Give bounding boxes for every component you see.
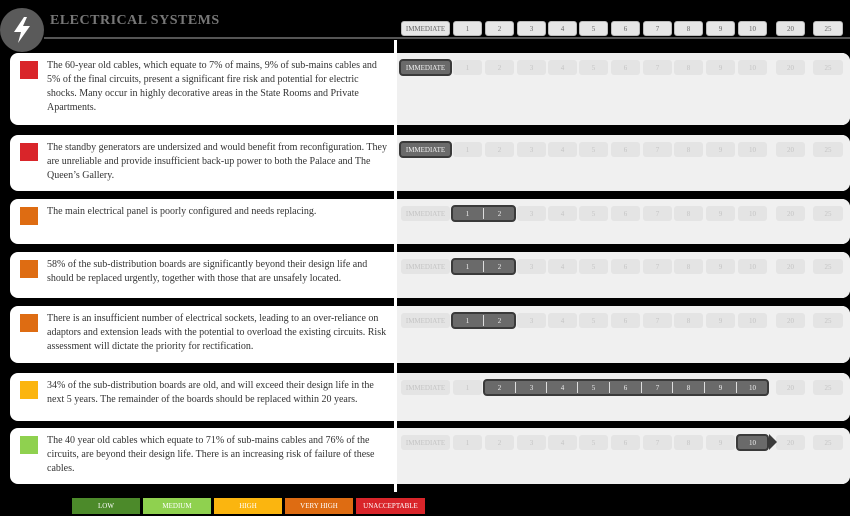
timeline-cell-20: 20 [776, 313, 805, 328]
risk-row [10, 373, 850, 421]
timeline-cell-5: 5 [579, 60, 608, 75]
timeline-band [483, 379, 769, 396]
timeline-cell-25: 25 [813, 259, 843, 274]
timeline-cell-immediate: IMMEDIATE [401, 259, 450, 274]
band-separator [483, 261, 484, 272]
header-year-8: 8 [674, 21, 703, 36]
timeline-cell-5: 5 [579, 259, 608, 274]
timeline-cell-immediate: IMMEDIATE [401, 206, 450, 221]
risk-description: There is an insufficient number of electrical sockets, leading to an over-reliance on adaptors and extension leads with the potential to overload the existing circuits. Risk assessment will dictate the priority for rectification. [47, 313, 387, 352]
timeline-band [451, 205, 516, 222]
timeline-cell-10: 10 [738, 313, 767, 328]
timeline-cell-2: 2 [485, 142, 514, 157]
timeline-cell-25: 25 [813, 435, 843, 450]
risk-row [10, 53, 850, 125]
band-cell-2: 2 [497, 383, 502, 392]
band-separator [483, 208, 484, 219]
band-cell-10: 10 [749, 383, 756, 392]
timeline-cell-4: 4 [548, 142, 577, 157]
timeline-band [399, 141, 452, 158]
timeline-cell-4: 4 [548, 60, 577, 75]
timeline-cell-20: 20 [776, 142, 805, 157]
timeline-cell-3: 3 [517, 206, 546, 221]
risk-level-swatch [20, 260, 38, 278]
timeline-cell-8: 8 [674, 313, 703, 328]
timeline-cell-8: 8 [674, 435, 703, 450]
legend-medium: MEDIUM [143, 498, 211, 514]
timeline-cell-25: 25 [813, 60, 843, 75]
timeline-divider [394, 40, 397, 492]
timeline-cell-9: 9 [706, 313, 735, 328]
timeline-cell-8: 8 [674, 259, 703, 274]
timeline-cell-5: 5 [579, 206, 608, 221]
timeline-cell-20: 20 [776, 380, 805, 395]
timeline-cell-9: 9 [706, 142, 735, 157]
band-separator [577, 382, 578, 393]
timeline-cell-20: 20 [776, 435, 805, 450]
timeline-cell-8: 8 [674, 60, 703, 75]
header-year-3: 3 [517, 21, 546, 36]
band-cell-1: 1 [465, 209, 470, 218]
timeline-band [736, 434, 769, 451]
risk-row [10, 252, 850, 298]
timeline-band [451, 258, 516, 275]
header-year-4: 4 [548, 21, 577, 36]
timeline-cell-25: 25 [813, 206, 843, 221]
timeline-cell-6: 6 [611, 435, 640, 450]
timeline-band [451, 312, 516, 329]
risk-description: 58% of the sub-distribution boards are significantly beyond their design life and should be replaced urgently, together with those that are unsafely located. [47, 259, 368, 284]
timeline-cell-3: 3 [517, 313, 546, 328]
risk-row [10, 306, 850, 363]
band-cell-immediate: IMMEDIATE [405, 145, 446, 154]
timeline-cell-6: 6 [611, 142, 640, 157]
header-year-1: 1 [453, 21, 482, 36]
legend-high: HIGH [214, 498, 282, 514]
risk-row [10, 428, 850, 484]
timeline-cell-25: 25 [813, 142, 843, 157]
band-cell-2: 2 [497, 316, 502, 325]
band-cell-3: 3 [529, 383, 534, 392]
band-cell-immediate: IMMEDIATE [405, 63, 446, 72]
timeline-cell-10: 10 [738, 142, 767, 157]
band-separator [672, 382, 673, 393]
risk-row [10, 135, 850, 191]
timeline-cell-4: 4 [548, 313, 577, 328]
band-cell-7: 7 [655, 383, 660, 392]
band-separator [546, 382, 547, 393]
timeline-band [399, 59, 452, 76]
band-cell-9: 9 [718, 383, 723, 392]
timeline-cell-2: 2 [485, 435, 514, 450]
header-year-25: 25 [813, 21, 843, 36]
band-separator [736, 382, 737, 393]
timeline-cell-2: 2 [485, 60, 514, 75]
band-separator [515, 382, 516, 393]
risk-level-swatch [20, 207, 38, 225]
legend-unacceptable: UNACCEPTABLE [356, 498, 425, 514]
band-cell-2: 2 [497, 209, 502, 218]
band-cell-4: 4 [560, 383, 565, 392]
timeline-cell-7: 7 [643, 60, 672, 75]
band-cell-1: 1 [465, 316, 470, 325]
legend-low: LOW [72, 498, 140, 514]
risk-level-swatch [20, 314, 38, 332]
timeline-cell-8: 8 [674, 142, 703, 157]
risk-level-swatch [20, 143, 38, 161]
timeline-cell-immediate: IMMEDIATE [401, 313, 450, 328]
risk-level-swatch [20, 381, 38, 399]
timeline-cell-5: 5 [579, 142, 608, 157]
timeline-cell-20: 20 [776, 259, 805, 274]
timeline-cell-immediate: IMMEDIATE [401, 435, 450, 450]
timeline-cell-10: 10 [738, 60, 767, 75]
timeline-cell-3: 3 [517, 435, 546, 450]
timeline-cell-10: 10 [738, 259, 767, 274]
risk-description: The 40 year old cables which equate to 71% of sub-mains cables and 76% of the circuits, are beyond their design life. There is an increasing risk of failure of these cables. [47, 435, 375, 474]
risk-description: The standby generators are undersized and would benefit from reconfiguration. They are unreliable and provide insufficient back-up power to both the Palace and The Queen’s Gallery. [47, 142, 387, 181]
timeline-cell-1: 1 [453, 60, 482, 75]
page-title: ELECTRICAL SYSTEMS [50, 13, 220, 28]
timeline-cell-9: 9 [706, 206, 735, 221]
timeline-cell-20: 20 [776, 206, 805, 221]
timeline-cell-7: 7 [643, 313, 672, 328]
timeline-cell-9: 9 [706, 259, 735, 274]
band-cell-8: 8 [686, 383, 691, 392]
timeline-cell-9: 9 [706, 435, 735, 450]
header-year-9: 9 [706, 21, 735, 36]
timeline-cell-6: 6 [611, 206, 640, 221]
header-year-20: 20 [776, 21, 805, 36]
band-cell-2: 2 [497, 262, 502, 271]
timeline-cell-5: 5 [579, 313, 608, 328]
timeline-cell-4: 4 [548, 206, 577, 221]
band-cell-10: 10 [749, 438, 756, 447]
risk-description: 34% of the sub-distribution boards are old, and will exceed their design life in the next 5 years. The remainder of the boards should be replaced within 20 years. [47, 380, 374, 405]
band-separator [641, 382, 642, 393]
timeline-cell-immediate: IMMEDIATE [401, 380, 450, 395]
timeline-cell-7: 7 [643, 435, 672, 450]
timeline-cell-6: 6 [611, 259, 640, 274]
band-cell-5: 5 [591, 383, 596, 392]
timeline-cell-3: 3 [517, 259, 546, 274]
band-cell-1: 1 [465, 262, 470, 271]
timeline-cell-7: 7 [643, 206, 672, 221]
band-arrow-icon [769, 434, 777, 450]
band-separator [483, 315, 484, 326]
timeline-cell-5: 5 [579, 435, 608, 450]
legend-very-high: VERY HIGH [285, 498, 353, 514]
timeline-cell-8: 8 [674, 206, 703, 221]
header-year-2: 2 [485, 21, 514, 36]
lightning-bolt-icon [0, 8, 44, 52]
timeline-cell-25: 25 [813, 313, 843, 328]
header-year-5: 5 [579, 21, 608, 36]
header-divider [44, 37, 850, 39]
band-separator [704, 382, 705, 393]
timeline-cell-25: 25 [813, 380, 843, 395]
timeline-cell-6: 6 [611, 313, 640, 328]
header [0, 0, 850, 46]
timeline-cell-20: 20 [776, 60, 805, 75]
timeline-cell-1: 1 [453, 380, 482, 395]
timeline-cell-10: 10 [738, 206, 767, 221]
timeline-cell-7: 7 [643, 142, 672, 157]
timeline-cell-9: 9 [706, 60, 735, 75]
timeline-cell-6: 6 [611, 60, 640, 75]
header-year-6: 6 [611, 21, 640, 36]
timeline-cell-4: 4 [548, 435, 577, 450]
timeline-cell-4: 4 [548, 259, 577, 274]
header-year-7: 7 [643, 21, 672, 36]
band-cell-6: 6 [623, 383, 628, 392]
timeline-cell-3: 3 [517, 60, 546, 75]
header-year-10: 10 [738, 21, 767, 36]
risk-level-swatch [20, 61, 38, 79]
timeline-cell-7: 7 [643, 259, 672, 274]
risk-row [10, 199, 850, 244]
risk-description: The 60-year old cables, which equate to 7% of mains, 9% of sub-mains cables and 5% of the final circuits, present a significant fire risk and potential for electric shocks. Many occur in highly decorative areas in the State Rooms and Private Apartments. [47, 60, 377, 113]
risk-level-swatch [20, 436, 38, 454]
risk-description: The main electrical panel is poorly configured and needs replacing. [47, 206, 317, 217]
timeline-cell-3: 3 [517, 142, 546, 157]
timeline-cell-1: 1 [453, 142, 482, 157]
header-year-immediate: IMMEDIATE [401, 21, 450, 36]
band-separator [609, 382, 610, 393]
timeline-cell-1: 1 [453, 435, 482, 450]
